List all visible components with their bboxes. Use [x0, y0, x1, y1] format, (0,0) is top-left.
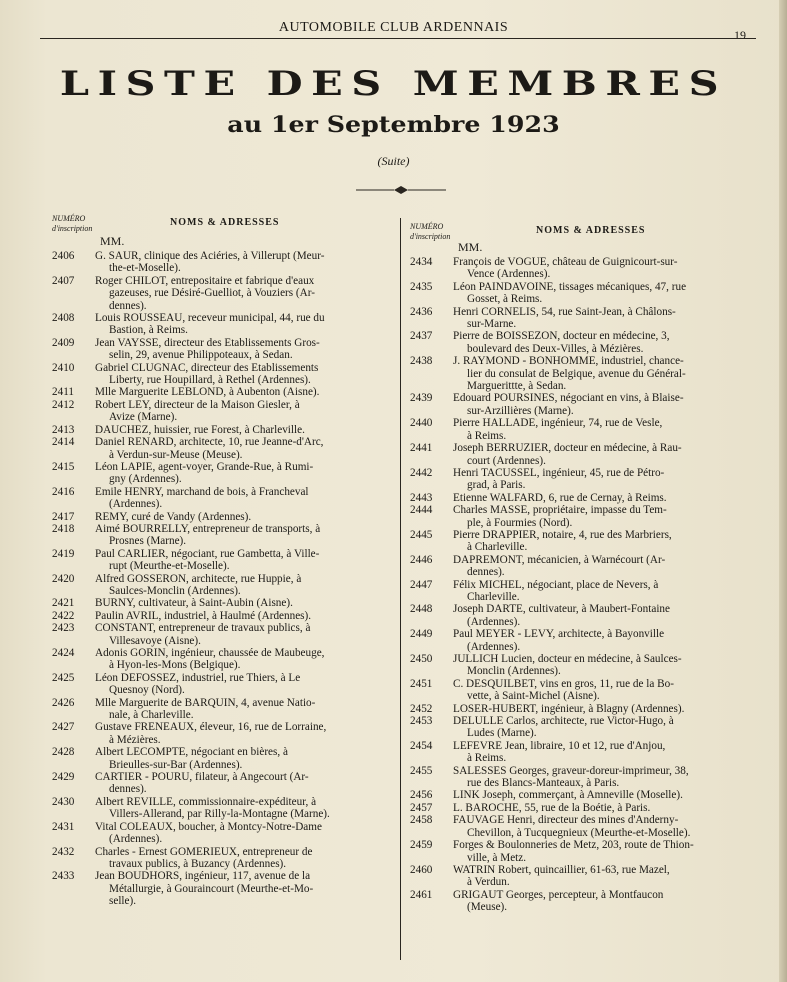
member-text: JULLICH Lucien, docteur en médecine, à Saulces-	[453, 653, 682, 665]
member-text: WATRIN Robert, quincaillier, 61-63, rue Mazel,	[453, 863, 670, 876]
member-text-continued: Monclin (Ardennes).	[467, 665, 561, 678]
member-text-continued: Avize (Marne).	[109, 411, 178, 424]
header-rule	[40, 38, 756, 39]
member-text: Pierre de BOISSEZON, docteur en médecine, 3,	[453, 330, 670, 343]
member-entry	[52, 461, 396, 486]
member-number: 2415	[52, 460, 75, 473]
member-text-continued: rupt (Meurthe-et-Moselle).	[109, 560, 230, 573]
member-number: 2429	[52, 771, 75, 784]
member-text: Henri TACUSSEL, ingénieur, 45, rue de Pétro-	[453, 466, 665, 479]
member-number: 2443	[410, 491, 433, 504]
member-entry	[52, 275, 396, 312]
member-entry	[410, 814, 760, 839]
right-member-list	[410, 256, 760, 914]
member-text: SALESSES Georges, graveur-doreur-imprimeur, 38,	[453, 764, 689, 777]
member-text: Mlle Marguerite de BARQUIN, 4, avenue Natio-	[95, 696, 316, 709]
member-text-continued: (Ardennes).	[467, 615, 521, 628]
member-text: Adonis GORIN, ingénieur, chaussée de Maubeuge,	[95, 647, 325, 659]
member-entry	[410, 889, 760, 914]
member-entry	[410, 554, 760, 579]
member-entry	[410, 864, 760, 889]
member-text-continued: à Verdun-sur-Meuse (Meuse).	[109, 448, 243, 461]
member-number: 2455	[410, 764, 433, 777]
member-entry	[52, 746, 396, 771]
member-text-continued: Saulces-Monclin (Ardennes).	[109, 584, 241, 597]
member-text: Edouard POURSINES, négociant en vins, à Blaise-	[453, 392, 684, 405]
member-text: Félix MICHEL, négociant, place de Nevers, à	[453, 578, 659, 591]
member-entry	[410, 740, 760, 765]
member-text: G. SAUR, clinique des Aciéries, à Villerupt (Meur-	[95, 250, 325, 262]
member-number: 2451	[410, 677, 433, 690]
member-text: Pierre HALLADE, ingénieur, 74, rue de Vesle,	[453, 417, 663, 430]
noms-label: NOMS & ADRESSES	[536, 225, 646, 236]
member-entry	[52, 610, 396, 622]
member-text: Léon DEFOSSEZ, industriel, rue Thiers, à Le	[95, 671, 301, 684]
member-number: 2460	[410, 863, 433, 876]
member-entry	[410, 715, 760, 740]
member-number: 2449	[410, 628, 433, 641]
member-text-continued: à Reims.	[467, 752, 507, 765]
member-text-continued: the-et-Moselle).	[109, 262, 181, 275]
left-member-list	[52, 250, 396, 908]
column-separator	[400, 218, 401, 960]
member-entry	[410, 789, 760, 801]
member-number: 2419	[52, 547, 75, 560]
member-entry	[410, 417, 760, 442]
member-text: François de VOGUE, château de Guignicourt-sur-	[453, 256, 678, 268]
member-entry	[52, 486, 396, 511]
member-text-continued: Gosset, à Reims.	[467, 293, 543, 306]
member-entry	[52, 548, 396, 573]
member-text: Joseph DARTE, cultivateur, à Maubert-Fontaine	[453, 603, 670, 616]
member-text: Vital COLEAUX, boucher, à Montcy-Notre-Dame	[95, 820, 322, 833]
member-number: 2409	[52, 336, 75, 349]
member-text: Mlle Marguerite LEBLOND, à Aubenton (Aisne).	[95, 386, 320, 399]
member-text-continued: grad, à Paris.	[467, 479, 526, 492]
member-number: 2432	[52, 845, 75, 858]
member-text-continued: travaux publics, à Buzancy (Ardennes).	[109, 857, 287, 870]
member-text-continued: selin, 29, avenue Philippoteaux, à Sedan.	[109, 349, 293, 362]
member-number: 2408	[52, 312, 75, 325]
member-text: Paul CARLIER, négociant, rue Gambetta, à Ville-	[95, 547, 320, 560]
member-number: 2452	[410, 702, 433, 715]
member-entry	[52, 312, 396, 337]
member-entry	[52, 337, 396, 362]
member-text: Albert LECOMPTE, négociant en bières, à	[95, 746, 288, 759]
member-text-continued: Bastion, à Reims.	[109, 324, 188, 337]
member-text: Aimé BOURRELLY, entrepreneur de transports, à	[95, 522, 321, 535]
member-text-continued: sur-Marne.	[467, 318, 517, 331]
member-entry	[52, 362, 396, 387]
member-number: 2410	[52, 361, 75, 374]
member-number: 2453	[410, 715, 433, 728]
member-number: 2447	[410, 578, 433, 591]
member-text-continued: (Ardennes).	[467, 640, 521, 653]
member-text-continued: boulevard des Deux-Villes, à Mézières.	[467, 342, 644, 355]
member-text: Gabriel CLUGNAC, directeur des Etablissements	[95, 361, 319, 374]
member-text: Pierre DRAPPIER, notaire, 4, rue des Marbriers,	[453, 528, 672, 541]
member-text-continued: dennes).	[109, 299, 147, 312]
member-entry	[410, 703, 760, 715]
member-text-continued: à Reims.	[467, 429, 507, 442]
member-entry	[410, 281, 760, 306]
member-number: 2418	[52, 522, 75, 535]
member-number: 2411	[52, 386, 74, 399]
member-text: Alfred GOSSERON, architecte, rue Huppie, à	[95, 572, 302, 585]
member-entry	[410, 579, 760, 604]
member-text: Louis ROUSSEAU, receveur municipal, 44, rue du	[95, 312, 325, 325]
member-number: 2457	[410, 801, 433, 814]
numero-label: NUMÉRO d'inscription	[52, 214, 93, 233]
member-text-continued: (Ardennes).	[109, 833, 163, 846]
continuation-note: (Suite)	[377, 154, 410, 168]
member-number: 2413	[52, 423, 75, 436]
member-text-continued: à Mézières.	[109, 733, 161, 746]
member-entry	[410, 765, 760, 790]
member-number: 2459	[410, 839, 433, 852]
member-text-continued: (Ardennes).	[109, 498, 163, 511]
member-number: 2438	[410, 355, 433, 368]
numero-label: NUMÉRO d'inscription	[410, 222, 451, 241]
member-text-continued: dennes).	[109, 783, 147, 796]
member-number: 2430	[52, 795, 75, 808]
member-entry	[410, 839, 760, 864]
member-number: 2424	[52, 647, 75, 659]
member-number: 2412	[52, 398, 75, 411]
member-number: 2450	[410, 653, 433, 665]
member-entry	[410, 653, 760, 678]
member-number: 2442	[410, 466, 433, 479]
member-text: LINK Joseph, commerçant, à Amneville (Moselle).	[453, 789, 683, 802]
member-entry	[52, 386, 396, 398]
member-entry	[52, 573, 396, 598]
member-entry	[410, 330, 760, 355]
member-number: 2425	[52, 671, 75, 684]
member-entry	[410, 442, 760, 467]
member-number: 2426	[52, 696, 75, 709]
member-number: 2431	[52, 820, 75, 833]
member-text-continued: selle).	[109, 895, 137, 908]
member-number: 2420	[52, 572, 75, 585]
member-text-continued: rue des Blancs-Manteaux, à Paris.	[467, 777, 620, 790]
member-number: 2434	[410, 256, 433, 268]
member-text-continued: à Hyon-les-Mons (Belgique).	[109, 659, 241, 672]
member-entry	[410, 603, 760, 628]
member-entry	[52, 250, 396, 275]
member-text: J. RAYMOND - BONHOMME, industriel, chance-	[453, 355, 684, 368]
member-text-continued: Marguerittte, à Sedan.	[467, 380, 567, 393]
member-number: 2422	[52, 609, 75, 622]
member-entry	[410, 492, 760, 504]
member-text: Jean VAYSSE, directeur des Etablissements Gros-	[95, 336, 320, 349]
member-text: LEFEVRE Jean, libraire, 10 et 12, rue d'Anjou,	[453, 739, 666, 752]
member-text-continued: gny (Ardennes).	[109, 473, 182, 486]
member-text: CARTIER - POURU, filateur, à Angecourt (Ar-	[95, 771, 309, 784]
member-text: Charles - Ernest GOMERIEUX, entrepreneur de	[95, 845, 313, 858]
member-entry	[52, 771, 396, 796]
member-text: Emile HENRY, marchand de bois, à Francheval	[95, 485, 309, 498]
member-number: 2437	[410, 330, 433, 343]
member-text: Daniel RENARD, architecte, 10, rue Jeanne-d'Arc,	[95, 436, 324, 449]
member-number: 2428	[52, 746, 75, 759]
member-text: Albert REVILLE, commissionnaire-expéditeur, à	[95, 795, 317, 808]
member-text: Léon PAINDAVOINE, tissages mécaniques, 47, rue	[453, 280, 687, 293]
member-number: 2433	[52, 870, 75, 883]
member-text-continued: ville, à Metz.	[467, 851, 527, 864]
member-text-continued: à Charleville.	[467, 541, 528, 554]
member-text: DELULLE Carlos, architecte, rue Victor-Hugo, à	[453, 715, 674, 728]
member-text: Henri CORNELIS, 54, rue Saint-Jean, à Châlons-	[453, 305, 676, 318]
member-text: Roger CHILOT, entrepositaire et fabrique d'eaux	[95, 274, 315, 287]
member-text-continued: lier du consulat de Belgique, avenue du Général-	[467, 367, 686, 380]
member-number: 2417	[52, 510, 75, 523]
member-text: Paulin AVRIL, industriel, à Haulmé (Ardennes).	[95, 609, 312, 622]
member-number: 2445	[410, 528, 433, 541]
member-text-continued: ple, à Fourmies (Nord).	[467, 516, 573, 529]
member-entry	[52, 672, 396, 697]
member-entry	[410, 529, 760, 554]
member-text-continued: Métallurgie, à Gouraincourt (Meurthe-et-Mo-	[109, 882, 314, 895]
member-entry	[410, 678, 760, 703]
member-text: BURNY, cultivateur, à Saint-Aubin (Aisne).	[95, 597, 293, 610]
member-text: Etienne WALFARD, 6, rue de Cernay, à Reims.	[453, 491, 667, 504]
member-number: 2439	[410, 392, 433, 405]
member-text: Joseph BERRUZIER, docteur en médecine, à Rau-	[453, 442, 682, 455]
member-text-continued: Vence (Ardennes).	[467, 268, 551, 281]
mm-label: MM.	[100, 234, 125, 248]
member-number: 2440	[410, 417, 433, 430]
member-text: C. DESQUILBET, vins en gros, 11, rue de la Bo-	[453, 677, 674, 690]
member-number: 2421	[52, 597, 75, 610]
member-text: Jean BOUDHORS, ingénieur, 117, avenue de la	[95, 870, 311, 883]
ornament-divider-icon	[356, 185, 446, 195]
member-entry	[52, 821, 396, 846]
member-number: 2444	[410, 504, 433, 517]
member-text: CONSTANT, entrepreneur de travaux publics, à	[95, 622, 311, 635]
member-text-continued: gazeuses, rue Désiré-Guelliot, à Vouziers (Ar-	[109, 287, 315, 300]
member-text-continued: sur-Arzillières (Marne).	[467, 404, 574, 417]
member-entry	[52, 697, 396, 722]
member-entry	[52, 622, 396, 647]
member-text: DAUCHEZ, huissier, rue Forest, à Charleville.	[95, 423, 305, 436]
member-entry	[410, 355, 760, 392]
member-text-continued: Liberty, rue Houpillard, à Rethel (Ardennes).	[109, 374, 311, 387]
member-text-continued: Villesavoye (Aisne).	[109, 634, 201, 647]
page-subtitle: au 1er Septembre 1923	[227, 112, 560, 138]
member-number: 2416	[52, 485, 75, 498]
member-text: Paul MEYER - LEVY, architecte, à Bayonville	[453, 628, 665, 641]
member-text-continued: Chevillon, à Tucquegnieux (Meurthe-et-Moselle).	[467, 826, 691, 839]
mm-label: MM.	[458, 240, 483, 254]
member-number: 2441	[410, 442, 433, 455]
member-text-continued: Brieulles-sur-Bar (Ardennes).	[109, 758, 243, 771]
member-entry	[410, 467, 760, 492]
member-text: REMY, curé de Vandy (Ardennes).	[95, 510, 252, 523]
member-text-continued: nale, à Charleville.	[109, 709, 194, 722]
member-entry	[52, 597, 396, 609]
member-text: L. BAROCHE, 55, rue de la Boétie, à Paris.	[453, 801, 651, 814]
member-entry	[410, 306, 760, 331]
member-number: 2435	[410, 280, 433, 293]
member-text-continued: dennes).	[467, 566, 505, 579]
member-text: GRIGAUT Georges, percepteur, à Montfaucon	[453, 888, 664, 901]
member-text-continued: à Verdun.	[467, 876, 510, 889]
member-number: 2456	[410, 789, 433, 802]
member-entry	[52, 870, 396, 907]
member-number: 2446	[410, 553, 433, 566]
member-number: 2436	[410, 305, 433, 318]
member-text-continued: Villers-Allerand, par Rilly-la-Montagne (Marne).	[109, 808, 330, 821]
member-number: 2407	[52, 274, 75, 287]
member-entry	[410, 628, 760, 653]
running-title: AUTOMOBILE CLUB ARDENNAIS	[278, 20, 509, 35]
member-number: 2461	[410, 888, 433, 901]
member-entry	[52, 523, 396, 548]
member-entry	[52, 796, 396, 821]
member-text: Robert LEY, directeur de la Maison Giesler, à	[95, 398, 300, 411]
member-text-continued: Quesnoy (Nord).	[109, 684, 185, 697]
member-number: 2458	[410, 814, 433, 827]
member-number: 2406	[52, 250, 75, 262]
member-number: 2454	[410, 739, 433, 752]
member-entry	[410, 504, 760, 529]
member-text: Forges & Boulonneries de Metz, 203, route de Thion-	[453, 839, 694, 852]
member-entry	[52, 399, 396, 424]
member-text-continued: Prosnes (Marne).	[109, 535, 187, 548]
member-text: Léon LAPIE, agent-voyer, Grande-Rue, à Rumi-	[95, 460, 314, 473]
member-text-continued: vette, à Saint-Michel (Aisne).	[467, 690, 600, 703]
page-edge	[779, 0, 787, 982]
member-text: DAPREMONT, mécanicien, à Warnécourt (Ar-	[453, 553, 666, 566]
member-number: 2414	[52, 436, 75, 449]
member-entry	[410, 802, 760, 814]
member-entry	[52, 647, 396, 672]
member-text-continued: court (Ardennes).	[467, 454, 546, 467]
member-number: 2423	[52, 622, 75, 635]
member-text-continued: Ludes (Marne).	[467, 727, 537, 740]
member-entry	[52, 436, 396, 461]
member-text: Charles MASSE, propriétaire, impasse du Tem-	[453, 504, 667, 517]
member-entry	[52, 424, 396, 436]
member-entry	[410, 392, 760, 417]
member-text-continued: (Meuse).	[467, 901, 508, 914]
member-number: 2448	[410, 603, 433, 616]
page-title: LISTE DES MEMBRES	[59, 64, 728, 104]
member-text: LOSER-HUBERT, ingénieur, à Blagny (Ardennes).	[453, 702, 685, 715]
member-entry	[52, 511, 396, 523]
member-entry	[52, 846, 396, 871]
page-number: 19	[734, 28, 746, 42]
member-text-continued: Charleville.	[467, 590, 520, 603]
member-text: FAUVAGE Henri, directeur des mines d'Anderny-	[453, 814, 679, 827]
member-entry	[52, 721, 396, 746]
member-number: 2427	[52, 721, 75, 734]
member-entry	[410, 256, 760, 281]
member-text: Gustave FRENEAUX, éleveur, 16, rue de Lorraine,	[95, 721, 327, 734]
noms-label: NOMS & ADRESSES	[170, 217, 280, 228]
